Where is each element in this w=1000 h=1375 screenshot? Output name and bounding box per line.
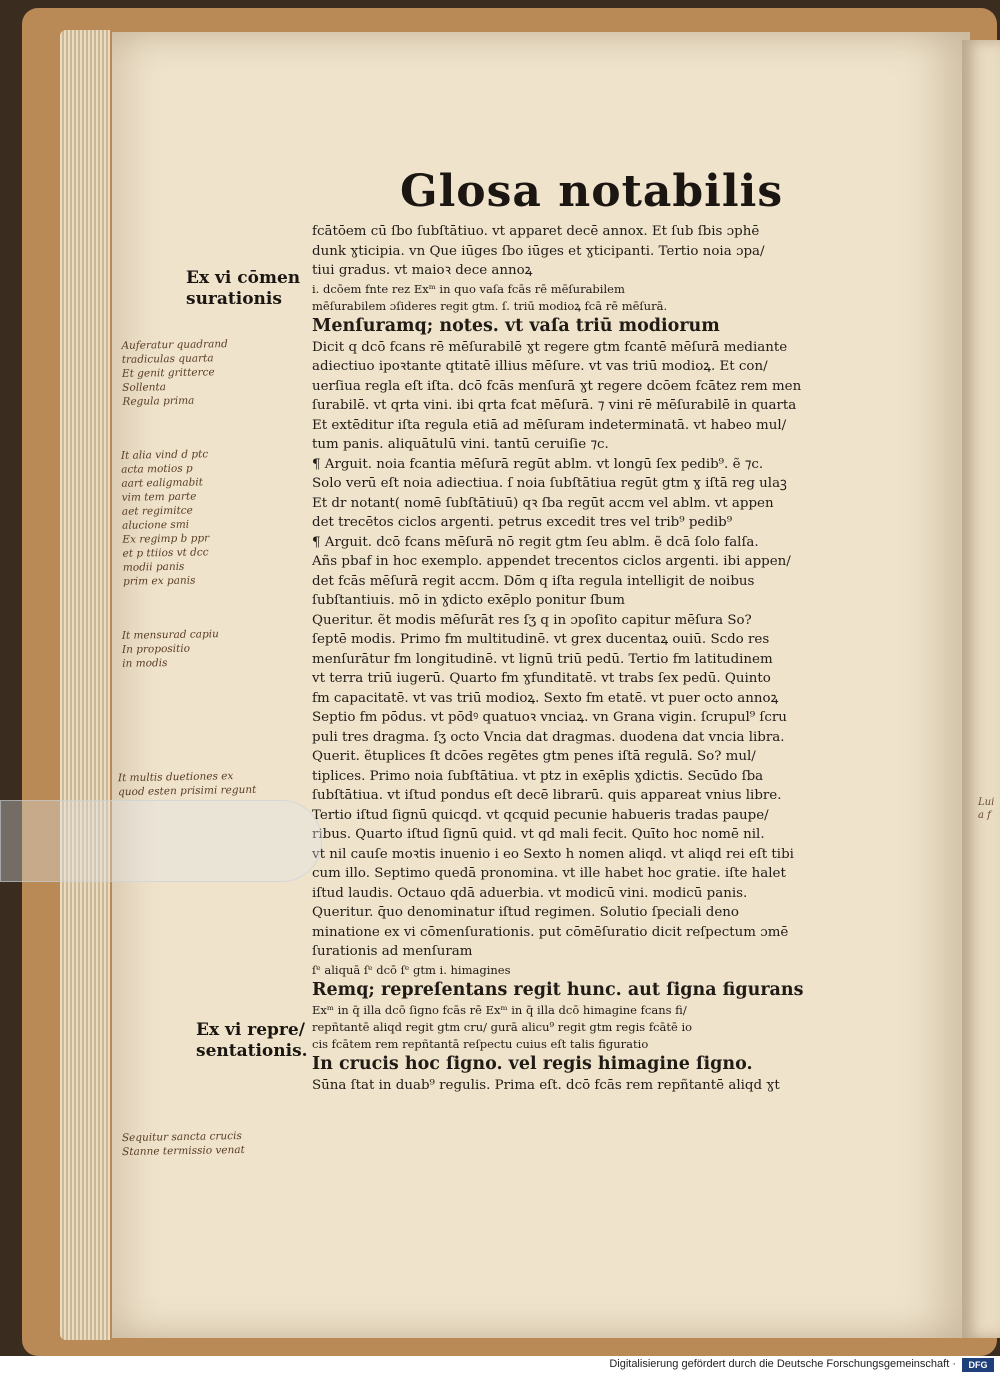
text-line: Septio fm pōdus. vt pōdꝰ quatuoꝛ vnciaꝝ. vn Grana vigin. ſcrupul⁹ ſcru — [312, 710, 787, 725]
page-edges — [60, 30, 110, 1340]
text-line: Tertio iſtud ſignū quicqd. vt qcquid pecunie habueris tradas paupe/ — [312, 807, 769, 823]
text-line: Exᵐ in q̄ illa dcō ſigno fcās rē Exᵐ in q̄ illa dcō himagine fcans fi/ — [312, 1002, 687, 1017]
text-line: ſubſtantiuis. mō in ɣdicto exēplo ponitur ſbum — [312, 593, 625, 608]
margin-hand-line: quod esten prisimi regunt — [118, 783, 257, 799]
text-line: det fcās mēſurā regit accm. Dōm q iſta regula intelligit de noibus — [312, 573, 755, 589]
text-line: adiectiuo ipoꝛtante qtitatē illius mēſure. vt vas triū modioꝝ. Et con/ — [312, 359, 768, 374]
text-line: minatione ex vi cōmenſurationis. put cōmēſuratio dicit reſpectum ɔmē — [312, 924, 789, 940]
text-line: ſurationis ad menſuram — [312, 944, 473, 959]
text-line: tiplices. Primo noia ſubſtātiua. vt ptz in exēplis ɣdictis. Secūdo ſba — [312, 768, 764, 784]
text-line: Querit. ẽtuplices ſt dcōes regētes gtm penes iſtā regulā. So? mul/ — [312, 749, 756, 764]
margin-hand-line: acta motios p — [121, 462, 193, 476]
text-line: Queritur. q̄uo denominatur iſtud regimen. Solutio ſpeciali deno — [312, 905, 739, 920]
text-line: vt nil cauſe moꝛtis inuenio i eo Sexto h nomen aliqd. vt aliqd rei eſt tibi — [312, 846, 794, 862]
margin-handwriting-3 — [122, 627, 220, 671]
right-margin-line: a f — [978, 810, 991, 821]
margin-hand-line: prim ex panis — [123, 574, 196, 588]
text-line: mēſurabilem ɔſideres regit gtm. ſ. triū modioꝝ fcā rē mēſurā. — [312, 298, 668, 313]
text-line: Añs pbaf in hoc exemplo. appendet trecentos ciclos argenti. ibi appen/ — [312, 554, 791, 569]
text-line: repñtantē aliqd regit gtm cru/ gurā alicu⁹ regit gtm regis fcātē io — [312, 1019, 693, 1034]
margin-print-1 — [186, 268, 300, 310]
margin-handwriting-5 — [122, 1129, 245, 1159]
text-line: ſeptē modis. Primo fm multitudinē. vt grex ducentaꝝ ouiū. Scdo res — [312, 632, 770, 647]
text-line: Remq; repreſentans regit hunc. aut ſigna figurans — [312, 979, 804, 1000]
text-line: Dicit q dcō fcans rē mēſurabilē ɣt regere gtm fcantē mēſurā mediante — [312, 339, 788, 355]
margin-hand-line: Ex regimp b ppr — [122, 532, 210, 546]
margin-print-line: sentationis. — [196, 1041, 308, 1061]
margin-hand-line: It multis duetiones ex — [117, 770, 234, 785]
text-line: ribus. Quarto iſtud ſignū quid. vt qd mali fecit. Quīto hoc nomē nil. — [312, 827, 765, 842]
margin-print-line: Ex vi repre/ — [196, 1020, 305, 1040]
dfg-logo: DFG — [962, 1358, 994, 1372]
margin-handwriting-4 — [118, 769, 257, 799]
margin-hand-line: alucione smi — [122, 518, 190, 532]
text-line: tiui gradus. vt maioꝛ dece annoꝝ — [312, 263, 533, 278]
margin-hand-line: Stanne termissio venat — [122, 1143, 245, 1159]
text-line: i. dcōem fnte rez Exᵐ in quo vaſa fcās rē mēſurabilem — [312, 281, 625, 296]
right-margin-handwriting — [978, 796, 994, 822]
margin-hand-line: et p ttiios vt dcc — [122, 546, 209, 560]
text-line: fm capacitatē. vt vas triū modioꝝ. Sexto fm etatē. vt puer octo annoꝝ — [312, 690, 779, 706]
margin-hand-line: in modis — [122, 657, 168, 670]
text-line: ¶ Arguit. noia fcantia mēſurā regūt ablm. vt longū ſex pedib⁹. ẽ ⁊c. — [312, 456, 764, 472]
margin-hand-line: vim tem parte — [121, 490, 197, 504]
margin-handwriting-2 — [121, 447, 211, 589]
text-line: ¶ Arguit. dcō fcans mēſurā nō regit gtm ſeu ablm. ẽ dcā ſolo falſa. — [312, 534, 759, 550]
text-line: Menſuramq; notes. vt vaſa triū modiorum — [312, 315, 720, 336]
text-line: uerſiua regla eſt iſta. dcō fcās menſurā ɣt regere dcōem fcātez rem men — [312, 378, 802, 394]
margin-hand-line: aet regimitce — [121, 504, 193, 518]
margin-hand-line: Regula prima — [122, 394, 195, 408]
page-clip-overlay — [0, 800, 322, 882]
margin-hand-line: Et genit gritterce — [121, 366, 215, 380]
text-line: tum panis. aliquātulū vini. tantū ceruiſie ⁊c. — [312, 437, 609, 452]
facing-page — [962, 40, 1000, 1338]
text-line: dunk ɣticipia. vn Que iūges ſbo iūges et ɣticipanti. Tertio noia ɔpa/ — [312, 243, 765, 259]
text-line: Et extēditur iſta regula etiā ad mēſuram indeterminatā. vt habeo mul/ — [312, 417, 787, 433]
text-line: puli tres dragma. ſʒ octo Vncia dat dragmas. duodena dat vncia libra. — [312, 729, 785, 745]
main-text-block — [312, 222, 872, 1095]
margin-hand-line: Sequitur sancta crucis — [121, 1129, 242, 1145]
margin-hand-line: In propositio — [121, 642, 191, 656]
margin-print-line: surationis — [186, 289, 282, 309]
text-line: ſᵉ aliquā ſᵉ dcō ſᵉ gtm i. himagines — [312, 962, 511, 977]
text-line: fcātōem cū ſbo ſubſtātiuo. vt apparet decē annox. Et ſub ſbis ɔphē — [312, 224, 760, 239]
page-title: Glosa notabilis — [400, 166, 784, 217]
margin-hand-line: tradiculas quarta — [121, 352, 214, 366]
margin-hand-line: It alia vind d ptc — [120, 448, 209, 462]
text-line: Et dr notant( nomē ſubſtātiuū) qꝛ ſba regūt accm vel ablm. vt appen — [312, 495, 774, 511]
text-line: cis fcātem rem repñtantā reſpectu cuius eſt talis figuratio — [312, 1036, 649, 1051]
margin-hand-line: It mensurad capiu — [121, 628, 219, 642]
text-line: det trecētos ciclos argenti. petrus excedit tres vel trib⁹ pedib⁹ — [312, 515, 733, 530]
margin-handwriting-1 — [121, 337, 229, 409]
text-line: ſubſtātiua. vt iſtud pondus eſt decē librarū. quis appareat vnius libre. — [312, 788, 782, 803]
text-line: ſurabilē. vt qrta vini. ibi qrta fcat mēſurā. ⁊ vini rē mēſurabilē in quarta — [312, 398, 797, 413]
text-line: Sūna ſtat in duab⁹ regulis. Prima eſt. dcō fcās rem repñtantē aliqd ɣt — [312, 1077, 780, 1093]
margin-hand-line: modii panis — [122, 560, 185, 574]
text-line: In crucis hoc ſigno. vel regis himagine ſigno. — [312, 1053, 753, 1074]
text-line: Queritur. ẽt modis mēſurāt res ſʒ q in ɔpoſito capitur mēſura So? — [312, 612, 752, 628]
footer-credit: Digitalisierung gefördert durch die Deutsche Forschungsgemeinschaft · — [609, 1358, 956, 1370]
text-line: menſurātur fm longitudinē. vt lignū triū pedū. Tertio fm latitudinem — [312, 651, 773, 667]
right-margin-line: Lui — [978, 797, 995, 808]
margin-hand-line: Sollenta — [122, 381, 167, 394]
margin-print-2 — [196, 1020, 308, 1062]
text-line: vt terra triū iugerū. Quarto fm ɣfunditatē. vt trabs ſex pedū. Quinto — [312, 671, 771, 686]
margin-hand-line: aart ealigmabit — [121, 476, 204, 490]
margin-print-line: Ex vi cōmen — [186, 268, 301, 288]
margin-hand-line: Auferatur quadrand — [121, 338, 228, 352]
text-line: cum illo. Septimo quedā pronomina. vt ille habet hoc gratie. iſte halet — [312, 866, 786, 881]
text-line: iſtud laudis. Octauo qdā aduerbia. vt modicū vini. modicū panis. — [312, 885, 748, 901]
text-line: Solo verū eſt noia adiectiua. ſ noia ſubſtātiua regūt gtm ɣ iſtā reg ulaꝫ — [312, 476, 787, 491]
